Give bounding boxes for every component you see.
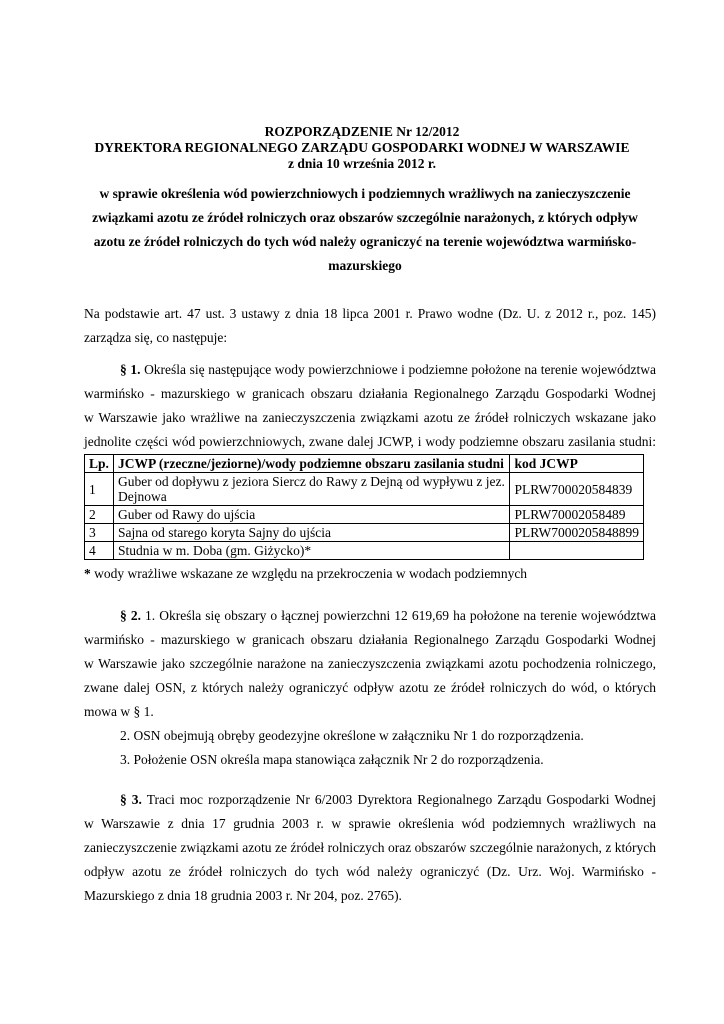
cell-name: Guber od dopływu z jeziora Siercz do Rawy z Dejną od wypływu z jez. Dejnowa: [114, 473, 510, 506]
header-jcwp: JCWP (rzeczne/jeziorne)/wody podziemne obszaru zasilania studni: [114, 455, 510, 473]
section-1-line: w Warszawie jako wrażliwe na zanieczyszczenia związkami azotu ze źródeł rolniczych wskazane jako: [84, 410, 656, 425]
section-1-line: jednolite części wód powierzchniowych, zwane dalej JCWP, i wody podziemne obszaru zasilania studni:: [84, 434, 656, 449]
cell-code: [510, 542, 644, 560]
section-2-item-2: 2. OSN obejmują obręby geodezyjne określone w załączniku Nr 1 do rozporządzenia.: [120, 728, 584, 743]
issuing-authority: DYREKTORA REGIONALNEGO ZARZĄDU GOSPODARKI WODNEJ W WARSZAWIE: [94, 140, 630, 155]
footnote-star: *: [84, 566, 91, 581]
cell-lp: 4: [85, 542, 114, 560]
table-row: [85, 524, 644, 542]
section-3-line: Mazurskiego z dnia 18 grudnia 2003 r. Nr 204, poz. 2765).: [84, 888, 402, 903]
header-lp: Lp.: [85, 455, 114, 473]
section-2-text: 1. Określa się obszary o łącznej powierzchni 12 619,69 ha położone na terenie województwa: [145, 608, 657, 623]
section-2: [84, 604, 656, 772]
regulation-subject: [70, 182, 660, 278]
subject-line: mazurskiego: [328, 258, 402, 273]
footnote-text: wody wrażliwe wskazane ze względu na przekroczenia w wodach podziemnych: [90, 566, 528, 581]
section-3: [84, 788, 656, 908]
subject-line: azotu ze źródeł rolniczych do tych wód należy ograniczyć na terenie województwa warmińsko-: [93, 234, 637, 249]
cell-name: Guber od Rawy do ujścia: [114, 506, 510, 524]
preamble: [84, 302, 656, 350]
subject-line: w sprawie określenia wód powierzchniowych i podziemnych wrażliwych na zanieczyszczenie: [99, 186, 631, 201]
section-3-line: odpływ azotu ze źródeł rolniczych do tych wód należy ograniczyć (Dz. Urz. Woj. Warmińsko -: [84, 864, 656, 879]
cell-lp: 3: [85, 524, 114, 542]
section-2-item-3: 3. Położenie OSN określa mapa stanowiąca załącznik Nr 2 do rozporządzenia.: [120, 752, 544, 767]
cell-code: PLRW70002058489: [510, 506, 644, 524]
section-1-line: warmińsko - mazurskiego w granicach obszaru działania Regionalnego Zarządu Gospodarki Wodnej: [84, 386, 656, 401]
regulation-date: z dnia 10 września 2012 r.: [288, 156, 436, 171]
table-row: [85, 506, 644, 524]
section-2-first-line: [84, 604, 656, 628]
section-3-first-line: [84, 788, 656, 812]
cell-name: Sajna od starego koryta Sajny do ujścia: [114, 524, 510, 542]
table-row: [85, 473, 644, 506]
cell-code: PLRW7000205848899: [510, 524, 644, 542]
cell-name: Studnia w m. Doba (gm. Giżycko)*: [114, 542, 510, 560]
preamble-line: Na podstawie art. 47 ust. 3 ustawy z dnia 18 lipca 2001 r. Prawo wodne (Dz. U. z 2012 r., poz. 145): [84, 306, 656, 321]
section-3-line: w Warszawie z dnia 17 grudnia 2003 r. w sprawie określenia wód podziemnych wrażliwych na: [84, 816, 656, 831]
document-header: [60, 124, 664, 172]
section-1-mark: § 1.: [120, 362, 141, 377]
header-code: kod JCWP: [510, 455, 644, 473]
cell-lp: 2: [85, 506, 114, 524]
section-2-line: warmińsko - mazurskiego w granicach obszaru działania Regionalnego Zarządu Gospodarki Wodnej: [84, 632, 656, 647]
cell-code: PLRW700020584839: [510, 473, 644, 506]
section-1-first-line: [84, 358, 656, 382]
section-1: [84, 358, 656, 454]
regulation-number: ROZPORZĄDZENIE Nr 12/2012: [264, 124, 460, 139]
section-2-line: w Warszawie jako szczególnie narażone na zanieczyszczenia związkami azotu pochodzenia rolniczego,: [84, 656, 656, 671]
jcwp-table: [84, 454, 644, 560]
section-2-mark: § 2.: [120, 608, 141, 623]
section-2-line: zwane dalej OSN, z których należy ograniczyć odpływ azotu ze źródeł rolniczych do wód, o których: [84, 680, 656, 695]
table-footnote: [84, 566, 527, 582]
section-3-text: Traci moc rozporządzenie Nr 6/2003 Dyrektora Regionalnego Zarządu Gospodarki Wodnej: [146, 792, 656, 807]
table-header-row: [85, 455, 644, 473]
section-2-line: mowa w § 1.: [84, 704, 154, 719]
cell-lp: 1: [85, 473, 114, 506]
section-3-mark: § 3.: [120, 792, 142, 807]
preamble-line: zarządza się, co następuje:: [84, 330, 228, 345]
section-3-line: zanieczyszczenie związkami azotu ze źródeł rolniczych oraz obszarów szczególnie narażonych, z których: [84, 840, 656, 855]
subject-line: związkami azotu ze źródeł rolniczych oraz obszarów szczególnie narażonych, z których odpływ: [92, 210, 638, 225]
section-1-text: Określa się następujące wody powierzchniowe i podziemne położone na terenie województwa: [144, 362, 657, 377]
table-row: [85, 542, 644, 560]
